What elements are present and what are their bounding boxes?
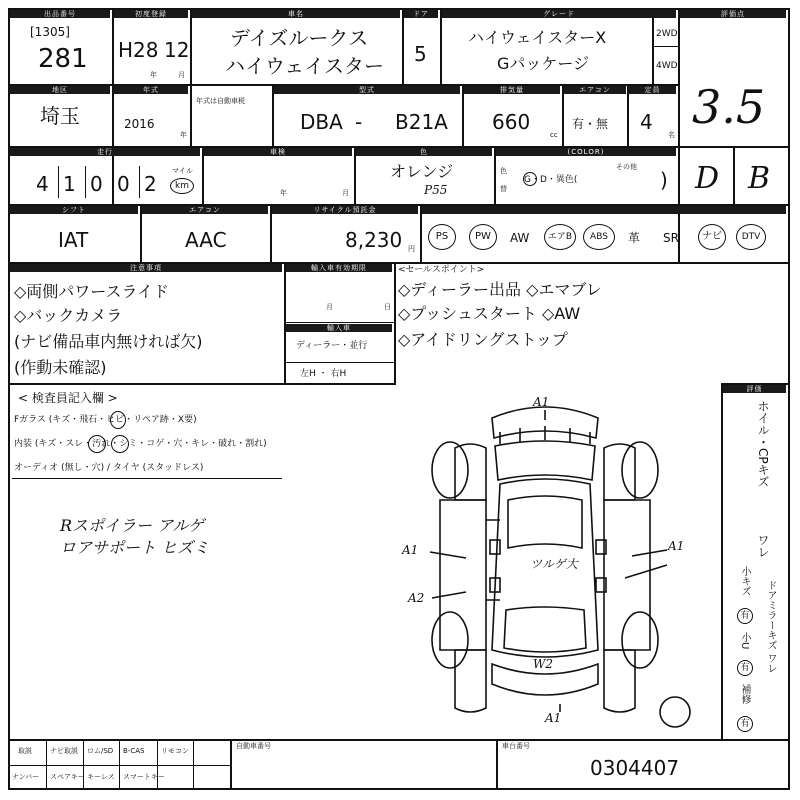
displacement: 660	[492, 110, 531, 134]
equip-aw: AW	[510, 231, 530, 245]
model-dash: -	[355, 110, 363, 134]
model-prefix: DBA	[300, 110, 343, 134]
sales-label: <セールスポイント>	[398, 265, 485, 275]
color-code: P55	[424, 183, 448, 197]
grade-line2: Gパッケージ	[497, 54, 590, 73]
doors-value: 5	[414, 42, 427, 66]
equip-navi: ナビ	[698, 224, 726, 250]
footer-r2-3: キーレス	[87, 773, 115, 781]
label-mileage: 走行	[10, 148, 200, 156]
right-repaint: 補修	[739, 684, 750, 704]
footer-r2-1: ナンバー	[12, 773, 40, 781]
interior-grade: D	[695, 161, 720, 196]
sales-line-2: ◇プッシュスタート ◇AW	[398, 304, 581, 323]
label-color-code: (COLOR)	[496, 148, 676, 156]
reg-month: 12	[164, 38, 190, 62]
label-import: 輸入車	[286, 324, 392, 332]
mileage-unit-mile: マイル	[172, 167, 193, 175]
equip-pw: PW	[469, 224, 497, 250]
label-ac: エアコン	[564, 86, 626, 94]
label-aircon: エアコン	[142, 206, 268, 214]
label-recycle: リサイクル預託金	[272, 206, 418, 214]
note-line-4: (作動未確認)	[14, 358, 107, 377]
sales-line-1: ◇ディーラー出品 ◇エマブレ	[398, 280, 602, 299]
label-doors: ドア	[404, 10, 438, 18]
seats-value: 4	[640, 110, 653, 134]
equip-leather: 革	[628, 231, 641, 245]
chassis-number: 0304407	[590, 756, 680, 780]
handwritten-1: Rスポイラー アルゲ	[60, 516, 205, 535]
ac-options: 有・無	[572, 117, 609, 131]
label-notes: 注意事項	[10, 264, 282, 272]
note-line-2: ◇バックカメラ	[14, 306, 123, 325]
equip-sr: SR	[663, 231, 679, 245]
sales-line-3: ◇アイドリングストップ	[398, 330, 568, 349]
model-year: 2016	[124, 117, 155, 131]
label-grade: グレード	[442, 10, 676, 18]
inspector-title: < 検査員記入欄 >	[18, 391, 118, 405]
label-model: 型式	[274, 86, 460, 94]
inspector-audio: オーディオ (無し・穴) / タイヤ (スタッドレス)	[14, 463, 204, 473]
car-name-line1: デイズルークス	[230, 26, 369, 50]
lot-number: 281	[38, 44, 88, 74]
color-other: その他	[616, 163, 637, 171]
mark-front: A1	[533, 395, 550, 409]
right-door: ドアミラーキズ ワレ	[765, 580, 776, 674]
reg-era: H28	[118, 38, 159, 62]
model-code: B21A	[395, 110, 448, 134]
recycle-value: 8,230	[345, 228, 403, 252]
label-model-year: 年式	[114, 86, 188, 94]
model-year-unit: 年	[180, 131, 187, 139]
right-has-2: 有	[737, 660, 753, 676]
footer-r1-4: B-CAS	[123, 747, 145, 755]
footer-r2-4: スマートキー	[123, 773, 165, 781]
shift-value: IAT	[58, 228, 89, 252]
recycle-unit: 円	[408, 245, 415, 253]
mark-rear: W2	[533, 657, 553, 671]
model-note: 年式は自動車税	[196, 97, 245, 105]
equip-abs: ABS	[583, 224, 615, 250]
color-name: オレンジ	[390, 162, 454, 181]
footer-r1-1: 取説	[18, 747, 32, 755]
grade-line1: ハイウェイスターX	[468, 28, 607, 47]
score-value: 3.5	[692, 80, 766, 134]
mileage-digit-2: 1	[63, 172, 76, 196]
mileage-digit-3: 0	[90, 172, 103, 196]
footer-r1-3: ロム/SD	[87, 747, 114, 755]
right-has-3: 有	[737, 716, 753, 732]
aircon-value: AAC	[185, 228, 227, 252]
inspector-glass: Fガラス (キズ・飛石・ヒビ・リペア跡・X要)	[14, 415, 197, 425]
label-color: 色	[356, 148, 492, 156]
equip-ps: PS	[428, 224, 456, 250]
steering-value: 左H ・ 右H	[300, 369, 347, 379]
mileage-digit-5: 2	[144, 172, 157, 196]
inspector-interior: 内装 (キズ・スレ・汚れ・シミ・コゲ・穴・キレ・破れ・割れ)	[14, 439, 267, 449]
right-wheel: ホイル・CPキズ	[756, 400, 770, 488]
mileage-digit-4: 0	[117, 172, 130, 196]
right-wheel-2: ワレ	[756, 534, 770, 558]
right-has-1: 有	[737, 608, 753, 624]
drive-2wd: 2WD	[656, 29, 678, 39]
due-day-unit: 日	[384, 303, 391, 311]
car-name-line2: ハイウェイスター	[225, 54, 384, 78]
lot-code: [1305]	[30, 25, 70, 39]
right-small-dent: 小U	[739, 632, 750, 650]
note-line-3: (ナビ備品車内無ければ欠)	[14, 332, 203, 351]
mark-center: ツルゲ大	[530, 557, 578, 571]
label-seats: 定員	[629, 86, 676, 94]
mark-left-rear: A2	[408, 591, 425, 605]
footer-reg-label: 自動車番号	[236, 742, 271, 750]
label-region: 地区	[10, 86, 110, 94]
label-lot: 出品番号	[10, 10, 110, 18]
footer-r2-2: スペアキー	[50, 773, 85, 781]
shaken-month-unit: 月	[342, 189, 349, 197]
label-due: 輸入車有効期限	[286, 264, 392, 272]
label-displacement: 排気量	[464, 86, 560, 94]
color-change-2: 替	[500, 185, 507, 193]
mark-rear-bottom: A1	[545, 711, 562, 725]
label-shaken: 車検	[204, 148, 352, 156]
shaken-year-unit: 年	[280, 189, 287, 197]
reg-month-unit: 月	[178, 71, 185, 79]
color-change-1: 色	[500, 167, 507, 175]
label-shift: シフト	[10, 206, 138, 214]
note-line-1: ◇両側パワースライド	[14, 282, 170, 301]
mileage-digit-1: 4	[36, 172, 51, 196]
equip-airbag: エアB	[544, 224, 576, 250]
color-change-options: G・D・異色(	[524, 175, 578, 185]
prefecture: 埼玉	[40, 104, 80, 128]
due-month-unit: 月	[326, 303, 333, 311]
footer-r1-2: ナビ取説	[50, 747, 78, 755]
right-small-scratch: 小キズ	[739, 566, 750, 596]
equip-dtv: DTV	[736, 224, 766, 250]
drive-4wd: 4WD	[656, 61, 678, 71]
mark-left-front: A1	[402, 543, 419, 557]
mileage-unit-km: km	[170, 178, 194, 194]
exterior-grade: B	[748, 161, 771, 196]
mark-right: A1	[668, 539, 685, 553]
label-car-name: 車名	[192, 10, 400, 18]
color-close: )	[660, 168, 668, 192]
displacement-unit: cc	[550, 131, 558, 139]
label-right-col: 評価	[723, 385, 786, 393]
label-year: 初度登録	[114, 10, 188, 18]
reg-year-unit: 年	[150, 71, 157, 79]
label-score: 評価点	[680, 10, 786, 18]
import-value: ディーラー・並行	[296, 341, 368, 351]
footer-chassis-label: 車台番号	[502, 742, 530, 750]
seats-unit: 名	[668, 131, 675, 139]
handwritten-2: ロアサポート ヒズミ	[60, 538, 210, 557]
footer-r1-5: リモコン	[161, 747, 189, 755]
